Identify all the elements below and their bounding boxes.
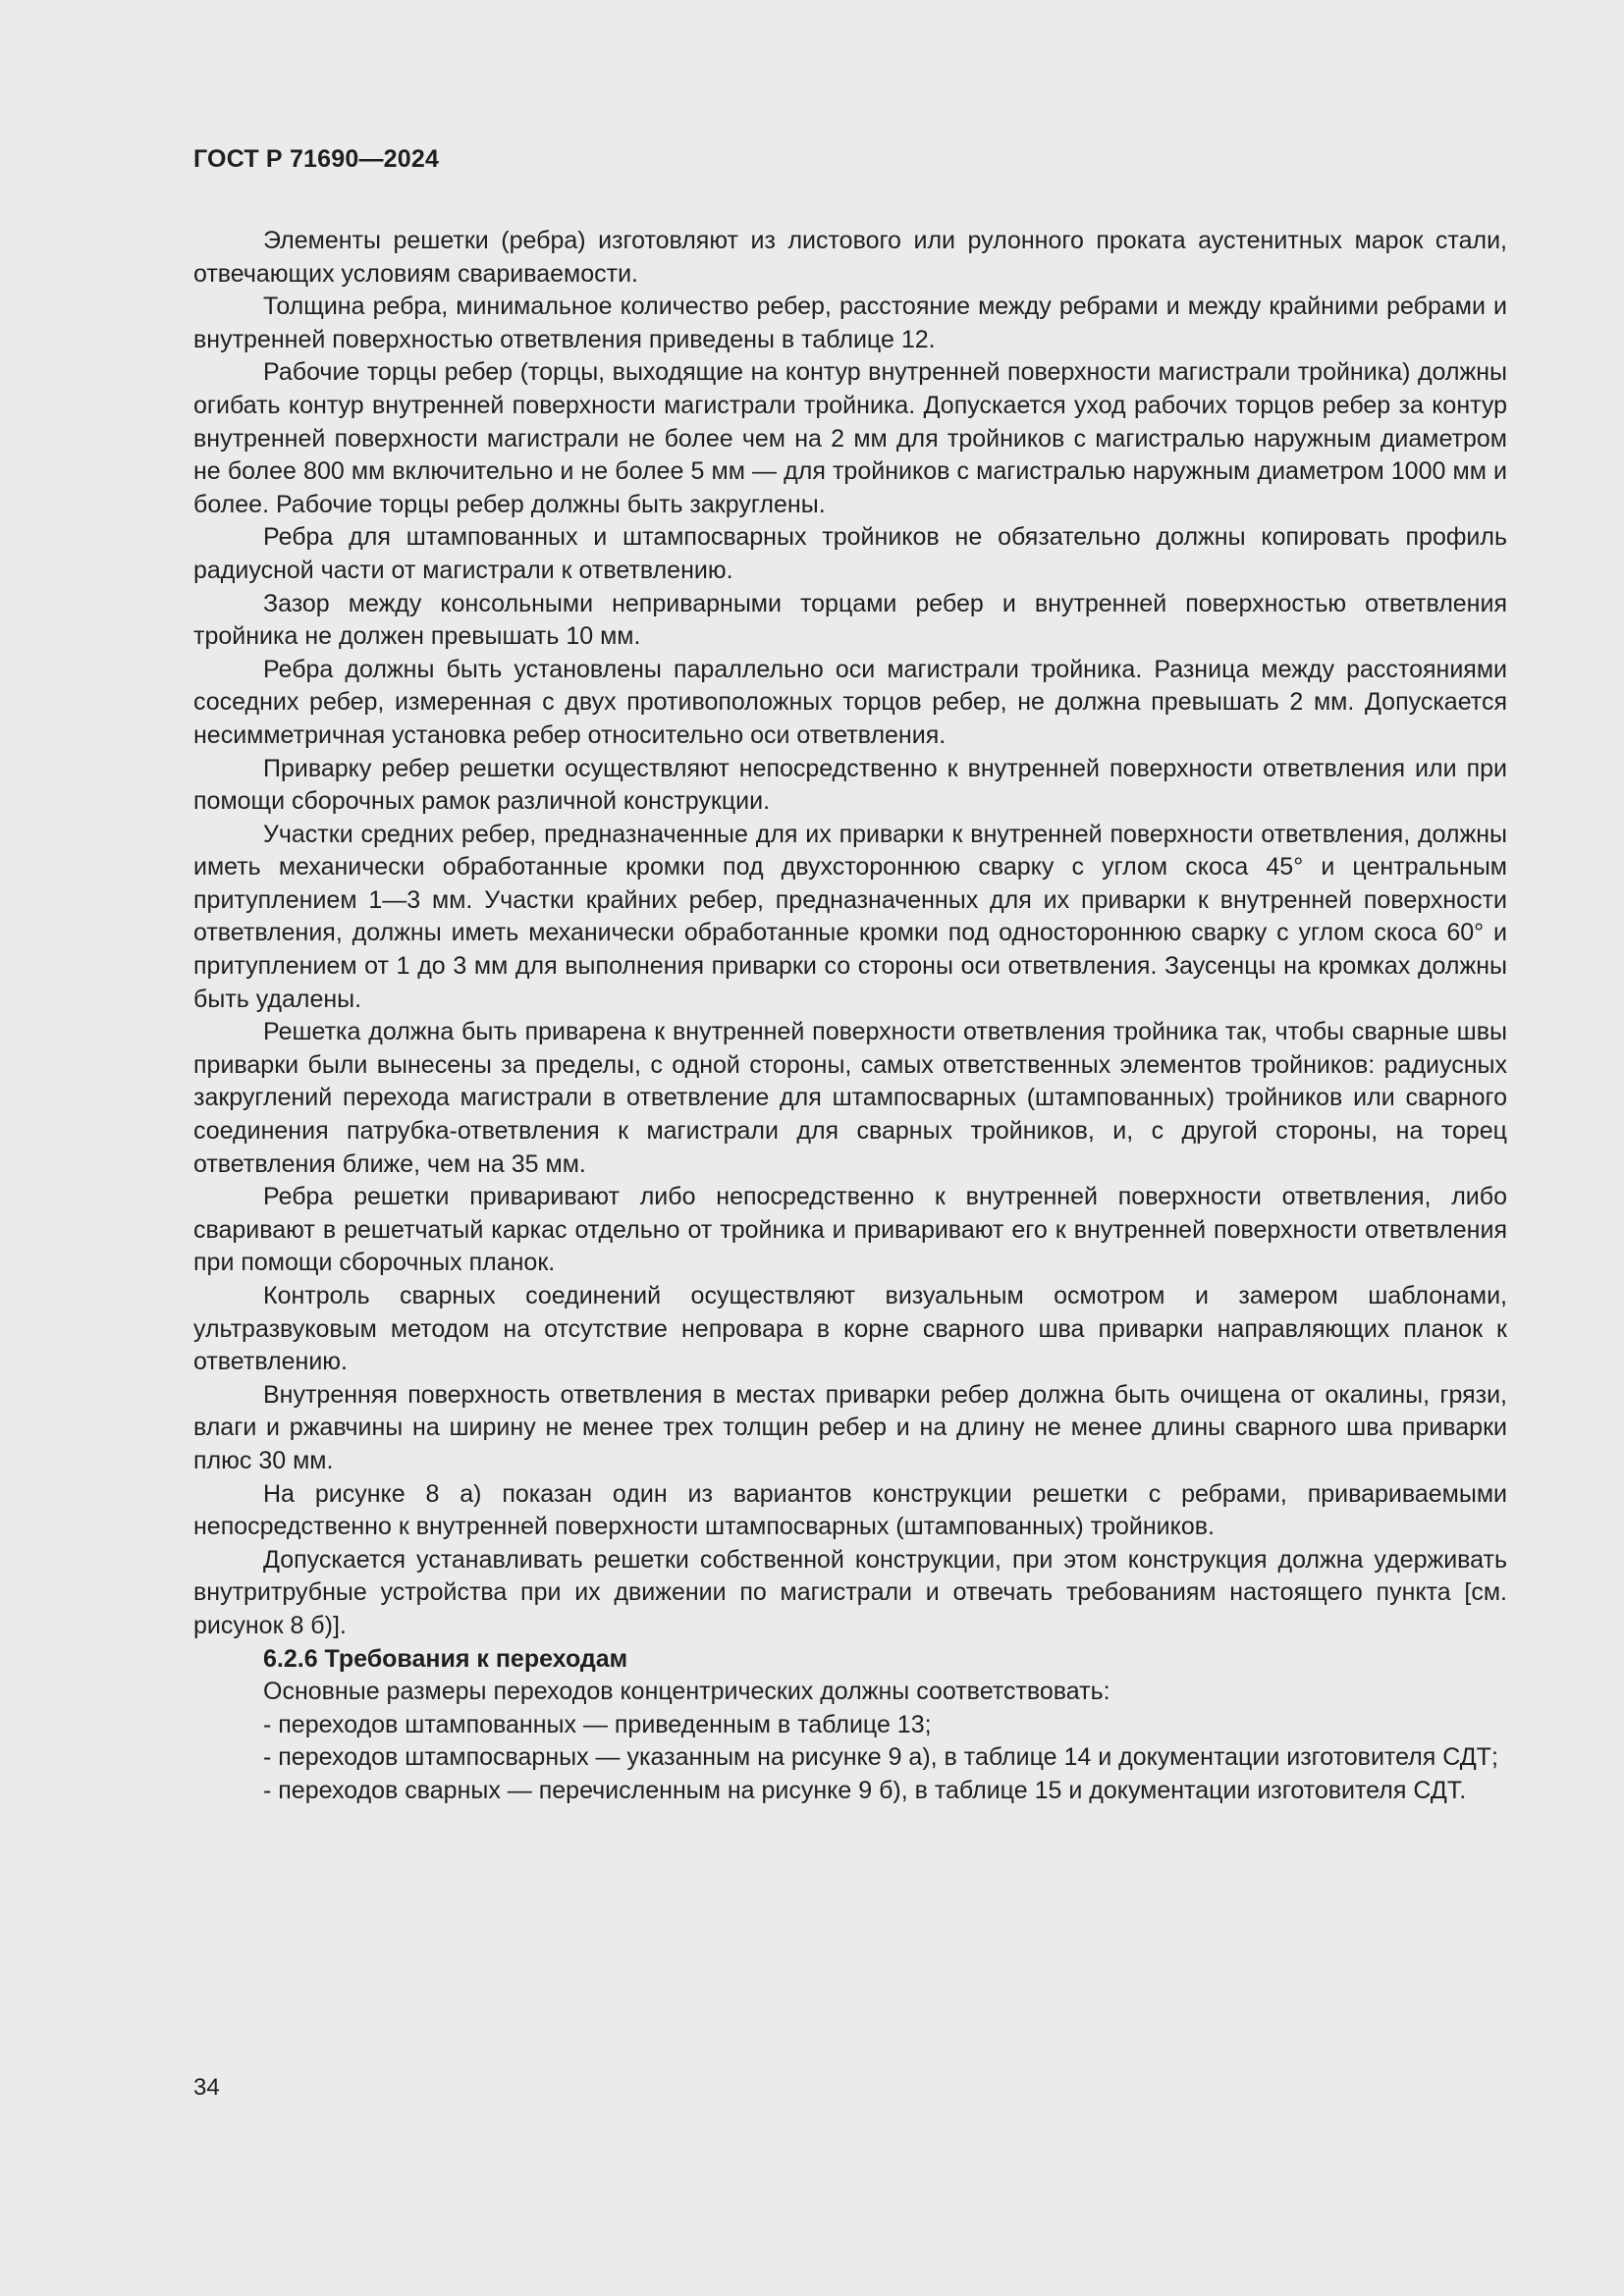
list-item: - переходов штампованных — приведенным в таблице 13; (263, 1710, 932, 1738)
section-heading: 6.2.6 Требования к переходам (263, 1644, 628, 1673)
body-paragraph: Допускается устанавливать решетки собственной конструкции, при этом конструкция должна удерживать внутритрубные устройства при их движении по магистрали и отвечать требованиям настоящего пункта [см. рисунок 8 б)]. (193, 1545, 1507, 1639)
body-paragraph: Участки средних ребер, предназначенные для их приварки к внутренней поверхности ответвления, должны иметь механически обработанные кромки под двухстороннюю сварку с углом скоса 45° и центральным притуплением 1—3 мм. Участки крайних ребер, предназначенных для их приварки к внутренней поверхности ответвления, должны иметь механически обработанные кромки под одностороннюю сварку с углом скоса 60° и притуплением от 1 до 3 мм для выполнения приварки со стороны оси ответвления. Заусенцы на кромках должны быть удалены. (193, 820, 1507, 1013)
body-paragraph: Приварку ребер решетки осуществляют непосредственно к внутренней поверхности ответвления или при помощи сборочных рамок различной конструкции. (193, 754, 1507, 816)
document-header: ГОСТ Р 71690—2024 (193, 145, 440, 173)
body-paragraph: Решетка должна быть приварена к внутренней поверхности ответвления тройника так, чтобы сварные швы приварки были вынесены за пределы, с одной стороны, самых ответственных элементов тройников: радиусных закруглений перехода магистрали в ответвление для штампосварных (штампованных) тройников или сварного соединения патрубка-ответвления к магистрали для сварных тройников, и, с другой стороны, на торец ответвления ближе, чем на 35 мм. (193, 1018, 1507, 1178)
section-intro: Основные размеры переходов концентрических должны соответствовать: (263, 1678, 1110, 1706)
body-paragraph: Контроль сварных соединений осуществляют визуальным осмотром и замером шаблонами, ультразвуковым методом на отсутствие непровара в корне сварного шва приварки направляющих планок к ответвлению. (193, 1282, 1507, 1376)
page-number: 34 (193, 2074, 220, 2101)
list-item: - переходов сварных — перечисленным на рисунке 9 б), в таблице 15 и документации изготовителя СДТ. (263, 1776, 1467, 1804)
list-item: - переходов штампосварных — указанным на рисунке 9 а), в таблице 14 и документации изготовителя СДТ; (263, 1743, 1498, 1772)
body-paragraph: Рабочие торцы ребер (торцы, выходящие на контур внутренней поверхности магистрали тройника) должны огибать контур внутренней поверхности магистрали тройника. Допускается уход рабочих торцов ребер за контур внутренней поверхности магистрали не более чем на 2 мм для тройников с магистралью наружным диаметром не более 800 мм включительно и не более 5 мм — для тройников с магистралью наружным диаметром 1000 мм и более. Рабочие торцы ребер должны быть закруглены. (193, 358, 1507, 518)
body-paragraph: Ребра должны быть установлены параллельно оси магистрали тройника. Разница между расстояниями соседних ребер, измеренная с двух противоположных торцов ребер, не должна превышать 2 мм. Допускается несимметричная установка ребер относительно оси ответвления. (193, 655, 1507, 749)
body-paragraph: Внутренняя поверхность ответвления в местах приварки ребер должна быть очищена от окалины, грязи, влаги и ржавчины на ширину не менее трех толщин ребер и на длину не менее длины сварного шва приварки плюс 30 мм. (193, 1380, 1507, 1474)
body-paragraph: Толщина ребра, минимальное количество ребер, расстояние между ребрами и между крайними ребрами и внутренней поверхностью ответвления приведены в таблице 12. (193, 293, 1507, 353)
body-paragraph: Ребра для штампованных и штампосварных тройников не обязательно должны копировать профиль радиусной части от магистрали к ответвлению. (193, 523, 1507, 584)
body-paragraph: Элементы решетки (ребра) изготовляют из листового или рулонного проката аустенитных марок стали, отвечающих условиям свариваемости. (193, 227, 1507, 288)
body-paragraph: Зазор между консольными неприварными торцами ребер и внутренней поверхностью ответвления тройника не должен превышать 10 мм. (193, 589, 1507, 651)
body-paragraph: На рисунке 8 а) показан один из вариантов конструкции решетки с ребрами, привариваемыми непосредственно к внутренней поверхности штампосварных (штампованных) тройников. (193, 1479, 1507, 1541)
document-body (193, 225, 1507, 1808)
body-paragraph: Ребра решетки приваривают либо непосредственно к внутренней поверхности ответвления, либо сваривают в решетчатый каркас отдельно от тройника и приваривают его к внутренней поверхности ответвления при помощи сборочных планок. (193, 1183, 1507, 1277)
